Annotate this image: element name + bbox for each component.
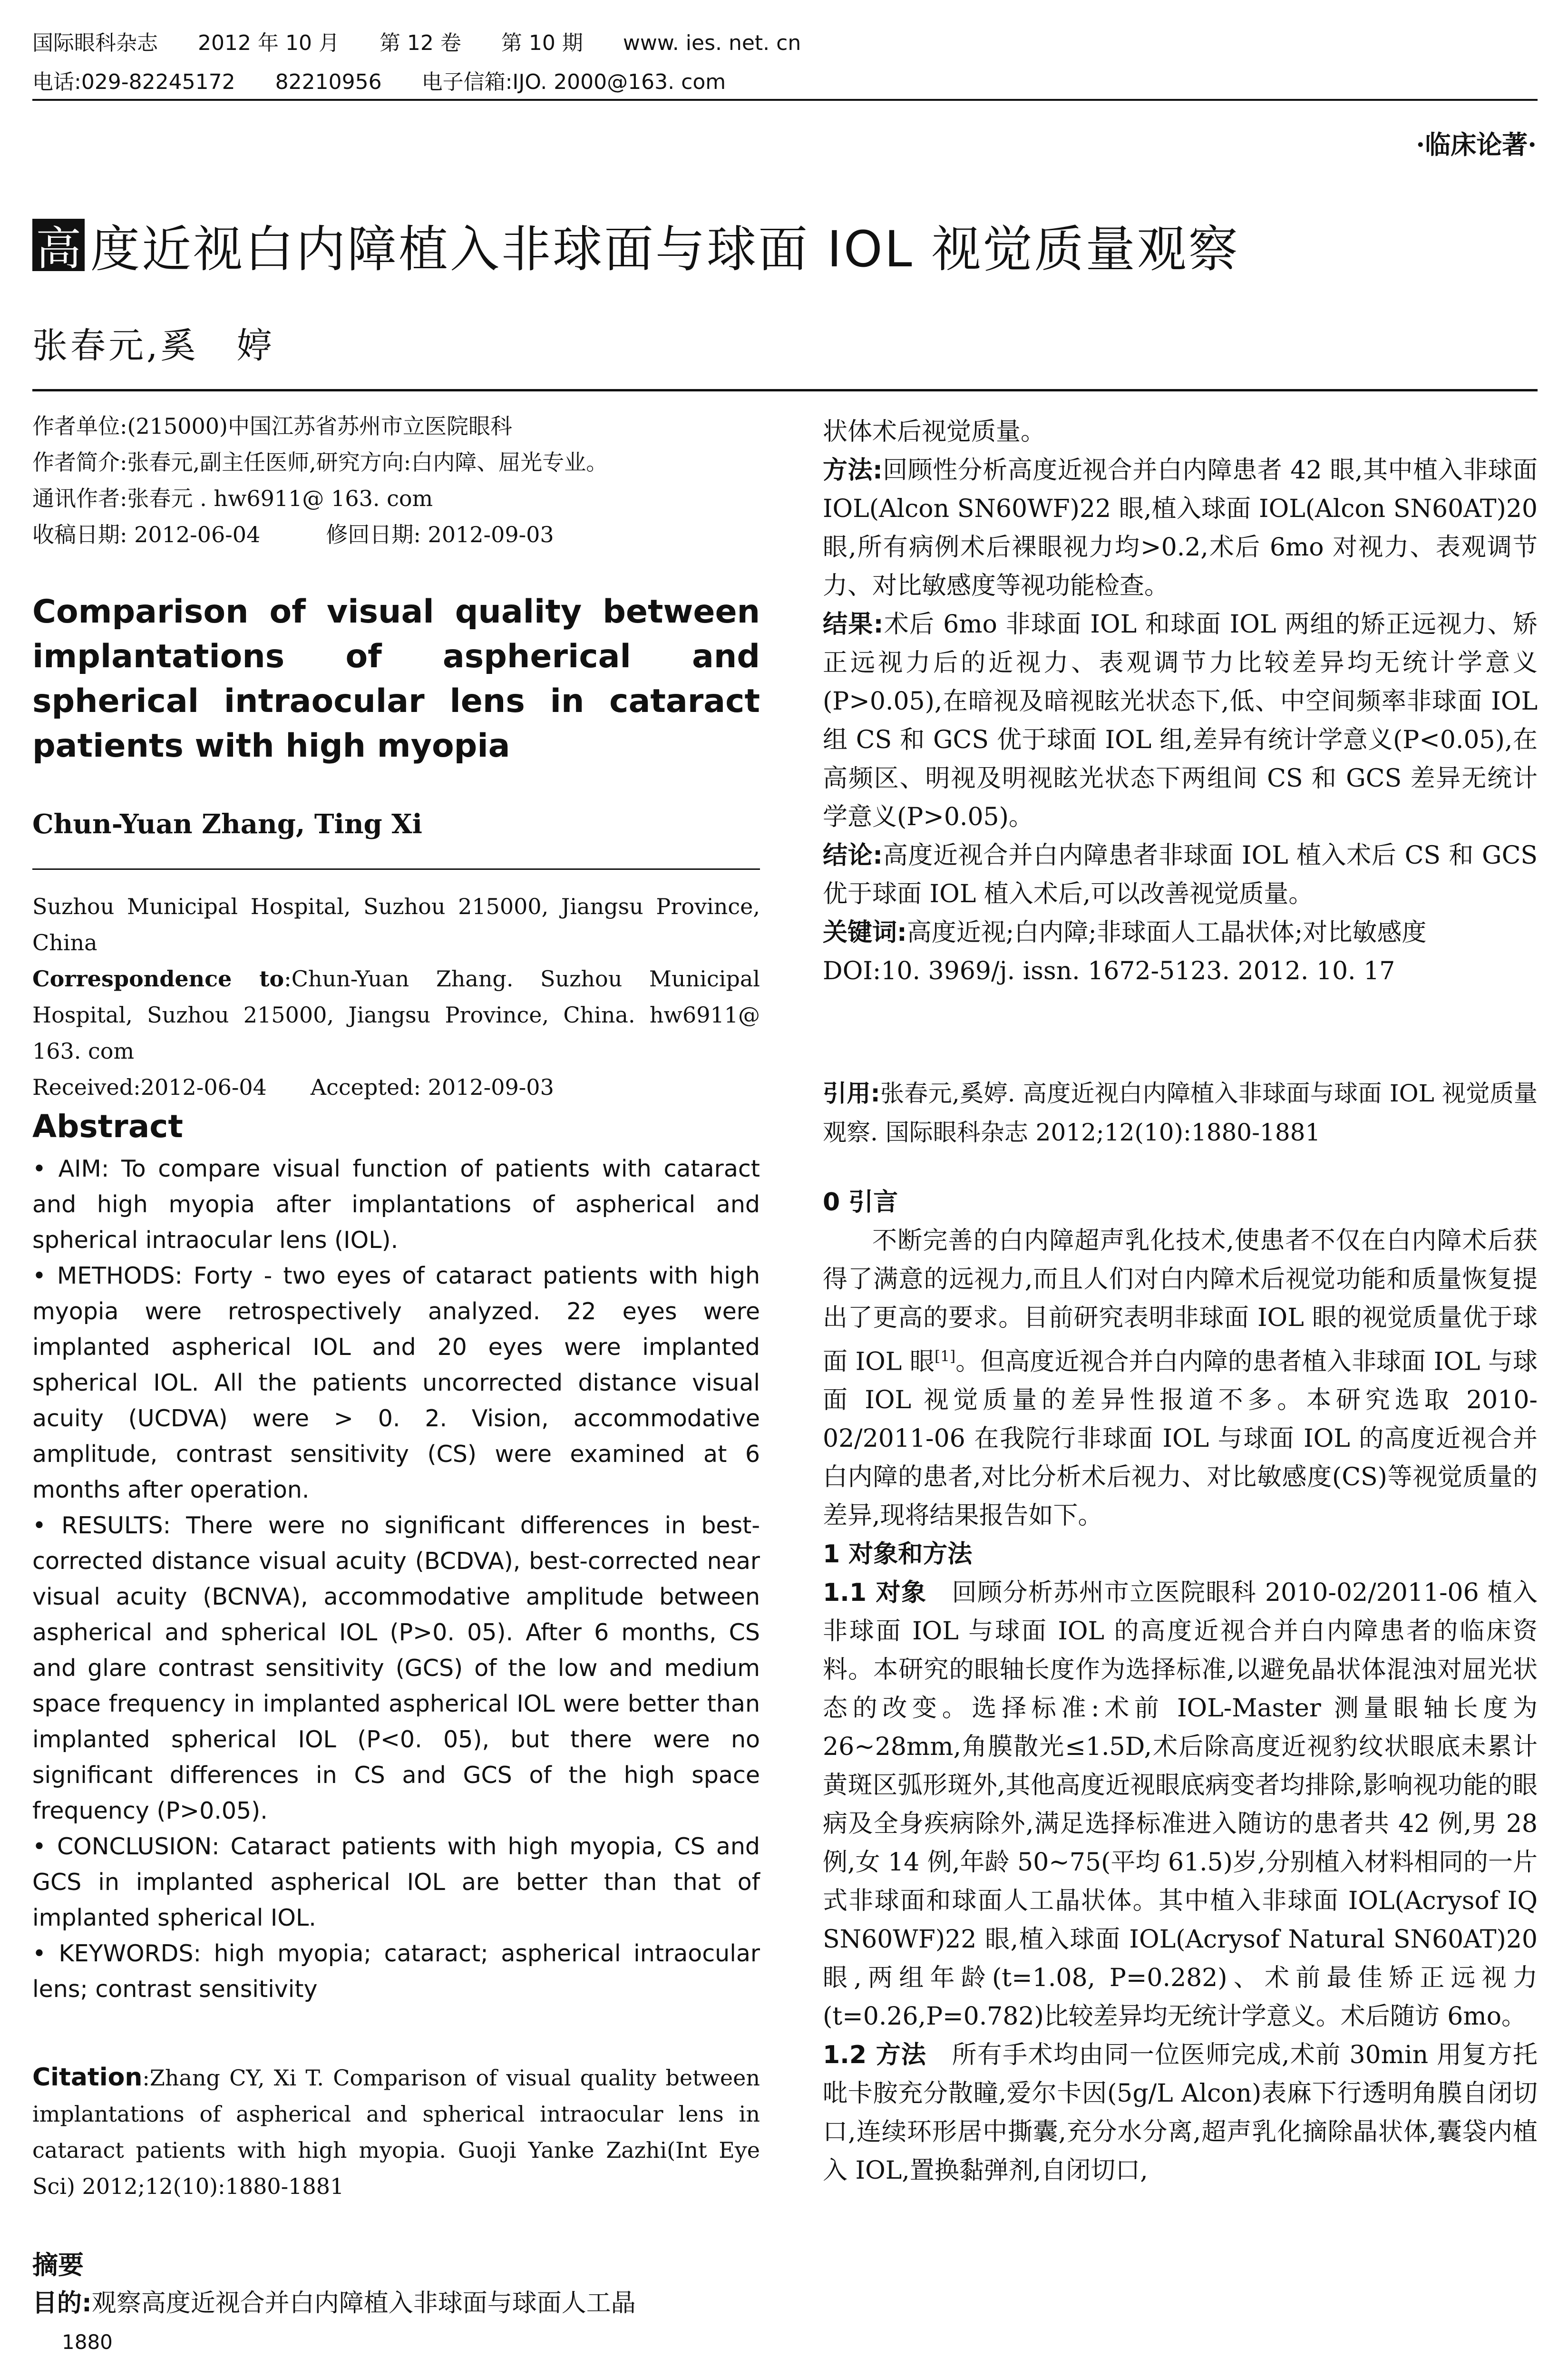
results-text: 术后 6mo 非球面 IOL 和球面 IOL 两组的矫正远视力、矫正远视力后的近视力、表观调节力比较差异均无统计学意义(P>0.05),在暗视及暗视眩光状态下,低、中空间频率非球面 IOL 组 CS 和 GCS 优于球面 IOL 组,差异有统计学意义(P<0.05),在高频区、明视及明视眩光状态下两组间 CS 和 GCS 差异无统计学意义(P>0.05)。 [823, 610, 1538, 831]
website: www. ies. net. cn [623, 31, 801, 55]
keywords-label: 关键词: [823, 918, 907, 947]
abstract-aim: • AIM: To compare visual function of patients with cataract and high myopia after implantations of aspherical and spherical intraocular lens (IOL). [32, 1155, 760, 1254]
cn-conclusion [823, 837, 1538, 914]
journal-header-line1 [32, 26, 834, 56]
intro-ref: [1] [934, 1348, 956, 1365]
section12-label: 1.2 方法 [823, 2041, 927, 2070]
cn-results [823, 605, 1538, 837]
abstract-results: • RESULTS: There were no significant differences in best-corrected distance visual acuity (BCDVA), best-corrected near visual acuity (BCNVA), accommodative amplitude between aspherical and spherical IOL (P>0. 05). After 6 months, CS and glare contrast sensitivity (GCS) of the low and medium space frequency in implanted aspherical IOL were better than implanted spherical IOL (P<0. 05), but there were no significant differences in CS and GCS of the high space frequency (P>0.05). [32, 1512, 760, 1824]
cn-citation-label: 引用: [823, 1080, 880, 1107]
journal-header-line2 [32, 65, 759, 95]
aim-text: 观察高度近视合并白内障植入非球面与球面人工晶 [91, 2289, 636, 2318]
chinese-abstract-aim [32, 2283, 760, 2319]
article-title [32, 209, 1240, 281]
english-dates: Received:2012-06-04 Accepted: 2012-09-03 [32, 1074, 554, 1100]
title-text: 度近视白内障植入非球面与球面 IOL 视觉质量观察 [90, 220, 1240, 278]
english-title: Comparison of visual quality between implantations of aspherical and spherical intraocular lens in cataract patients with high myopia [32, 593, 760, 765]
author-bio: 作者简介:张春元,副主任医师,研究方向:白内障、屈光专业。 [32, 449, 608, 475]
phone: 电话:029-82245172 [32, 70, 235, 94]
intro-paragraph [823, 1222, 1538, 1535]
doi: DOI:10. 3969/j. issn. 1672-5123. 2012. 10. 17 [823, 957, 1395, 985]
english-abstract [32, 1151, 760, 2007]
received-dates: 收稿日期: 2012-06-04 修回日期: 2012-09-03 [32, 522, 554, 547]
abstract-methods: • METHODS: Forty - two eyes of cataract patients with high myopia were retrospectively analyzed. 22 eyes were implanted aspherical IOL and 20 eyes were implanted spherical IOL. All the patients uncorrected distance visual acuity (UCDVA) were > 0. 2. Vision, accommodative amplitude, contrast sensitivity (CS) were examined at 6 months after operation. [32, 1262, 760, 1503]
section12-paragraph [823, 2036, 1538, 2190]
volume: 第 12 卷 [379, 31, 461, 55]
email: 电子信箱:IJO. 2000@163. com [421, 70, 726, 94]
authors-rule [32, 389, 1538, 391]
cn-methods [823, 451, 1538, 605]
chinese-citation [823, 1074, 1538, 1152]
section12-text: 所有手术均由同一位医师完成,术前 30min 用复方托吡卡胺充分散瞳,爱尔卡因(5g/L Alcon)表麻下行透明角膜自闭切口,连续环形居中撕囊,充分水分离,超声乳化摘除晶状体,囊袋内植入 IOL,置换黏弹剂,自闭切口, [823, 2041, 1538, 2185]
keywords-text: 高度近视;白内障;非球面人工晶状体;对比敏感度 [906, 918, 1427, 947]
methods-text: 回顾性分析高度近视合并白内障患者 42 眼,其中植入非球面 IOL(Alcon SN60WF)22 眼,植入球面 IOL(Alcon SN60AT)20 眼,所有病例术后裸眼视力均>0.2,术后 6mo 对视力、表观调节力、对比敏感度等视功能检查。 [823, 456, 1538, 600]
author-meta [32, 408, 760, 553]
intro-rest: 。但高度近视合并白内障的患者植入非球面 IOL 与球面 IOL 视觉质量的差异性报道不多。本研究选取 2010-02/2011-06 在我院行非球面 IOL 与球面 IOL 的高度近视合并白内障的患者,对比分析术后视力、对比敏感度(CS)等视觉质量的差异,现将结果报告如下。 [823, 1347, 1538, 1530]
abstract-conclusion: • CONCLUSION: Cataract patients with high myopia, CS and GCS in implanted aspherical IOL are better than that of implanted spherical IOL. [32, 1833, 760, 1931]
english-authors: Chun-Yuan Zhang, Ting Xi [32, 809, 422, 840]
journal-name: 国际眼科杂志 [32, 31, 158, 55]
issue-number: 第 10 期 [501, 31, 583, 55]
english-affiliation [32, 888, 760, 1105]
abstract-keywords: • KEYWORDS: high myopia; cataract; aspherical intraocular lens; contrast sensitivity [32, 1940, 760, 2003]
phone2: 82210956 [275, 70, 382, 94]
author-unit: 作者单位:(215000)中国江苏省苏州市立医院眼科 [32, 413, 512, 439]
title-initial-box: 高 [32, 219, 85, 271]
intro-heading: 0 引言 [823, 1188, 898, 1217]
chinese-abstract-continued [823, 413, 1538, 991]
citation-label: Citation [32, 2063, 143, 2092]
citation-text: :Zhang CY, Xi T. Comparison of visual quality between implantations of aspherical and spherical intraocular lens in cataract patients with high myopia. Guoji Yanke Zazhi(Int Eye Sci) 2012;12(10):1880-1881 [32, 2065, 760, 2199]
article-body [823, 1183, 1538, 2190]
intro-text: 不断完善的白内障超声乳化技术,使患者不仅在白内障术后获得了满意的远视力,而且人们对白内障术后视觉功能和质量恢复提出了更高的要求。目前研究表明非球面 IOL 眼的视觉质量优于球面 IOL 眼 [823, 1227, 1538, 1376]
conclusion-text: 高度近视合并白内障患者非球面 IOL 植入术后 CS 和 GCS 优于球面 IOL 植入术后,可以改善视觉质量。 [823, 841, 1538, 908]
issue-date: 2012 年 10 月 [198, 31, 340, 55]
authors: 张春元,奚 婷 [32, 325, 275, 366]
cn-citation-text: 张春元,奚婷. 高度近视白内障植入非球面与球面 IOL 视觉质量观察. 国际眼科杂志 2012;12(10):1880-1881 [823, 1080, 1538, 1146]
conclusion-label: 结论: [823, 841, 883, 870]
aim-continued: 状体术后视觉质量。 [823, 418, 1046, 446]
section11-paragraph [823, 1574, 1538, 2036]
chinese-abstract-heading: 摘要 [32, 2250, 84, 2280]
page-number: 1880 [62, 2330, 113, 2354]
correspondence-label: Correspondence to [32, 966, 284, 992]
section-tag: ·临床论著· [1416, 129, 1537, 160]
english-authors-rule [32, 868, 760, 870]
corresponding-author: 通讯作者:张春元 . hw6911@ 163. com [32, 486, 433, 511]
correspondence-text: :Chun-Yuan Zhang. Suzhou Municipal Hospital, Suzhou 215000, Jiangsu Province, China. hw6911@ 163. com [32, 966, 760, 1064]
section1-heading: 1 对象和方法 [823, 1540, 973, 1569]
affiliation: Suzhou Municipal Hospital, Suzhou 215000, Jiangsu Province, China [32, 894, 760, 955]
correspondence [32, 961, 760, 1069]
methods-label: 方法: [823, 456, 883, 485]
abstract-heading: Abstract [32, 1108, 183, 1145]
english-citation [32, 2059, 760, 2204]
section11-text: 回顾分析苏州市立医院眼科 2010-02/2011-06 植入非球面 IOL 与球面 IOL 的高度近视合并白内障患者的临床资料。本研究的眼轴长度作为选择标准,以避免晶状体混浊对屈光状态的改变。选择标准:术前 IOL-Master 测量眼轴长度为 26~28mm,角膜散光≤1.5D,术后除高度近视豹纹状眼底未累计黄斑区弧形斑外,其他高度近视眼底病变者均排除,影响视功能的眼病及全身疾病除外,满足选择标准进入随访的患者共 42 例,男 28 例,女 14 例,年龄 50~75(平均 61.5)岁,分别植入材料相同的一片式非球面和球面人工晶状体。其中植入非球面 IOL(Acrysof IQ SN60WF)22 眼,植入球面 IOL(Acrysof Natural SN60AT)20 眼,两组年龄(t=1.08, P=0.282)、术前最佳矫正远视力(t=0.26,P=0.782)比较差异均无统计学意义。术后随访 6mo。 [823, 1578, 1538, 2031]
aim-label: 目的: [32, 2289, 92, 2318]
cn-keywords [823, 914, 1538, 952]
results-label: 结果: [823, 610, 884, 639]
section11-label: 1.1 对象 [823, 1578, 927, 1607]
header-rule [32, 99, 1538, 101]
